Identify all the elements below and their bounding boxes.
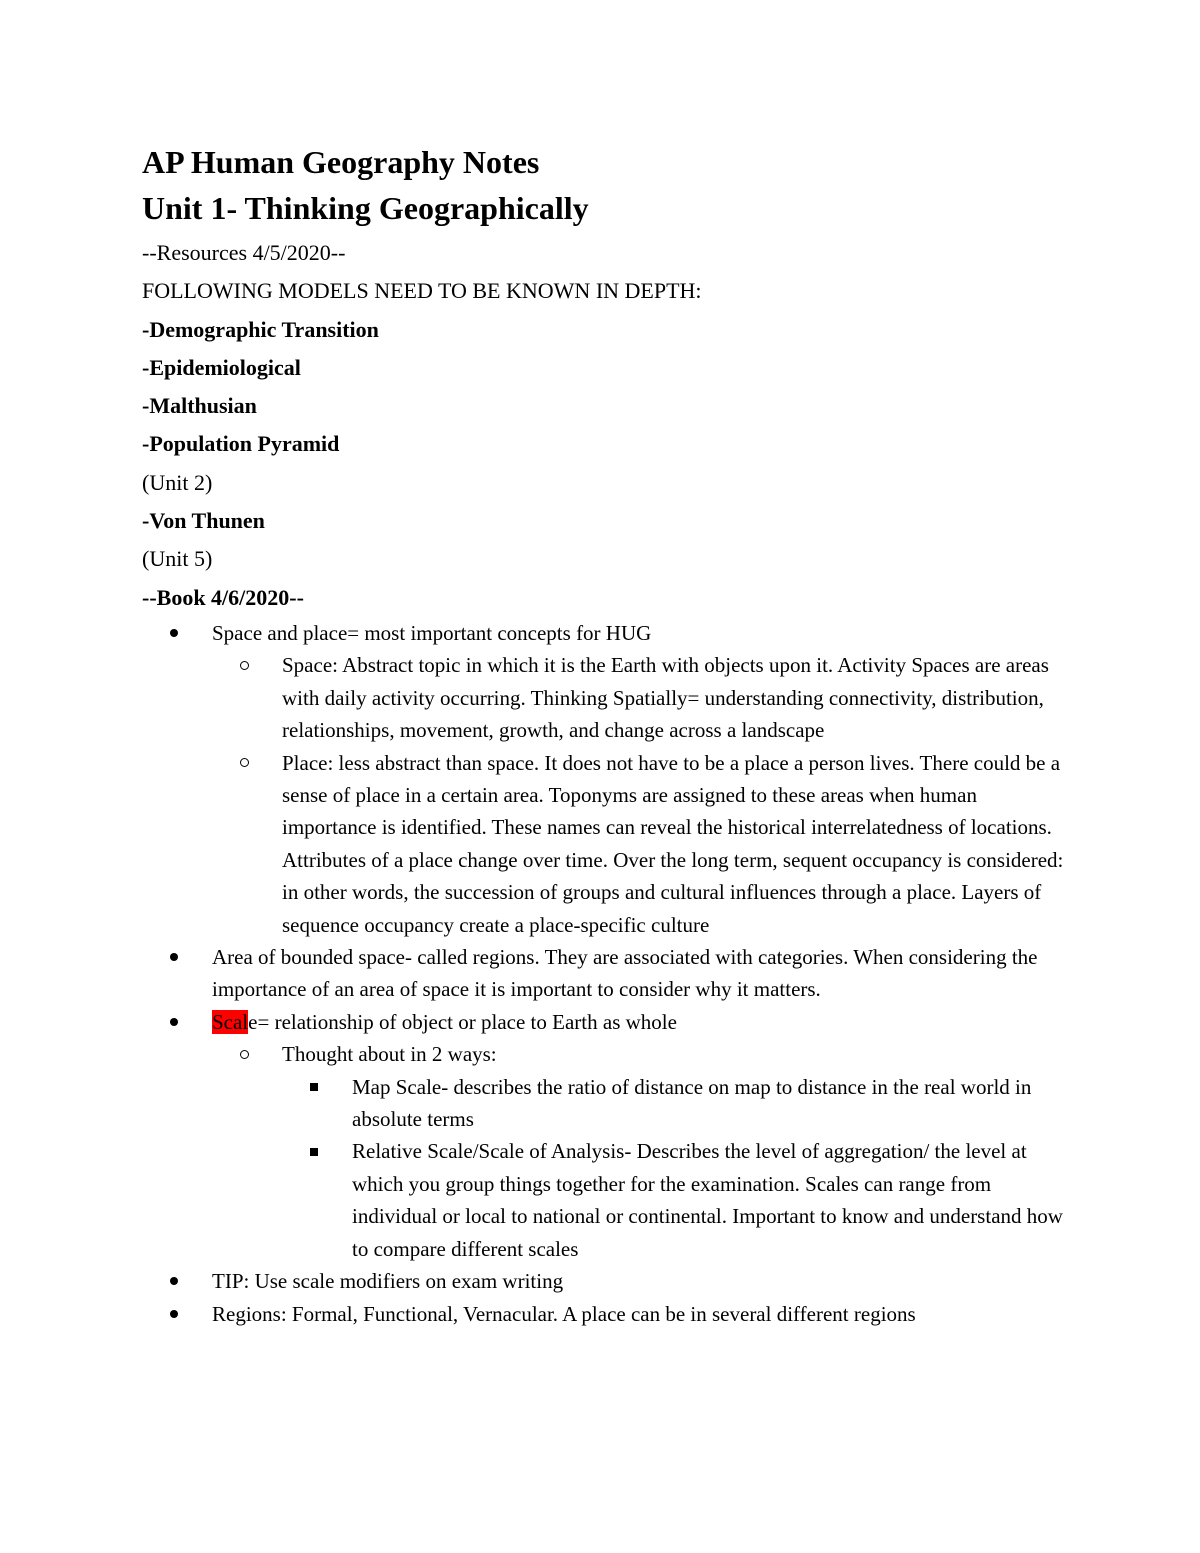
bullet-disc-icon bbox=[170, 1277, 178, 1285]
model-von-thunen: -Von Thunen bbox=[142, 508, 265, 534]
resources-date-line: --Resources 4/5/2020-- bbox=[142, 240, 346, 265]
list-item-text: Relative Scale/Scale of Analysis- Describes the level of aggregation/ the level at which you group things together for the examination. Scales can range from individual or local to national or continental. Important to know and understand how to compare different scales bbox=[352, 1139, 1063, 1261]
unit-5-note: (Unit 5) bbox=[142, 546, 213, 572]
sub-list bbox=[212, 1038, 1072, 1265]
list-item bbox=[212, 1038, 1072, 1265]
bullet-circle-icon bbox=[240, 758, 249, 767]
model-epidemiological: -Epidemiological bbox=[142, 354, 301, 380]
bullet-disc-icon bbox=[170, 1310, 178, 1318]
highlighted-text: Scal bbox=[212, 1009, 249, 1034]
list-item bbox=[212, 649, 1072, 746]
list-item bbox=[142, 1006, 1072, 1265]
bullet-square-icon bbox=[310, 1083, 318, 1091]
list-item bbox=[142, 1298, 1072, 1330]
list-item-text: Area of bounded space- called regions. They are associated with categories. When considering the importance of an area of space it is important to consider why it matters. bbox=[212, 945, 1038, 1002]
list-item-text: Thought about in 2 ways: bbox=[282, 1042, 497, 1067]
model-malthusian: -Malthusian bbox=[142, 393, 257, 419]
sub-sub-list bbox=[282, 1071, 1072, 1265]
unit-heading: Unit 1- Thinking Geographically bbox=[142, 190, 589, 226]
list-item bbox=[142, 941, 1072, 1006]
list-item-text: Map Scale- describes the ratio of distance on map to distance in the real world in absolute terms bbox=[352, 1074, 1032, 1132]
model-demographic-transition: -Demographic Transition bbox=[142, 316, 379, 342]
scale-definition-text: e= relationship of object or place to Earth as whole bbox=[248, 1009, 677, 1034]
unit-2-note: (Unit 2) bbox=[142, 469, 213, 495]
book-date-line: --Book 4/6/2020-- bbox=[142, 584, 304, 610]
bullet-circle-icon bbox=[240, 1050, 249, 1059]
models-heading: FOLLOWING MODELS NEED TO BE KNOWN IN DEPTH: bbox=[142, 278, 702, 304]
list-item-text: TIP: Use scale modifiers on exam writing bbox=[212, 1269, 564, 1294]
list-item-text bbox=[212, 1010, 677, 1034]
list-item-text: Space and place= most important concepts for HUG bbox=[212, 620, 652, 645]
list-item-text: Regions: Formal, Functional, Vernacular. A place can be in several different regions bbox=[212, 1301, 916, 1326]
sub-list bbox=[212, 649, 1072, 941]
bullet-square-icon bbox=[310, 1148, 318, 1156]
bullet-disc-icon bbox=[170, 1018, 178, 1026]
document-page bbox=[142, 140, 1072, 1330]
document-title: AP Human Geography Notes bbox=[142, 144, 540, 180]
bullet-circle-icon bbox=[240, 661, 249, 670]
notes-list bbox=[142, 617, 1072, 1330]
list-item-text: Place: less abstract than space. It does not have to be a place a person lives. There could be a sense of place in a certain area. Toponyms are assigned to these areas when human importance is identified. These names can reveal the historical interrelatedness of locations. Attributes of a place change over time. Over the long term, sequent occupancy is considered: in other words, the succession of groups and cultural influences through a place. Layers of sequence occupancy create a place-specific culture bbox=[282, 750, 1064, 937]
list-item bbox=[142, 617, 1072, 941]
list-item bbox=[282, 1135, 1072, 1265]
model-population-pyramid: -Population Pyramid bbox=[142, 431, 340, 457]
list-item bbox=[142, 1265, 1072, 1297]
list-item-text: Space: Abstract topic in which it is the Earth with objects upon it. Activity Spaces are areas with daily activity occurring. Thinking Spatially= understanding connectivity, distribution, relationships, movement, growth, and change across a landscape bbox=[282, 653, 1049, 743]
list-item bbox=[212, 747, 1072, 941]
bullet-disc-icon bbox=[170, 629, 178, 637]
bullet-disc-icon bbox=[170, 953, 178, 961]
list-item bbox=[282, 1071, 1072, 1136]
